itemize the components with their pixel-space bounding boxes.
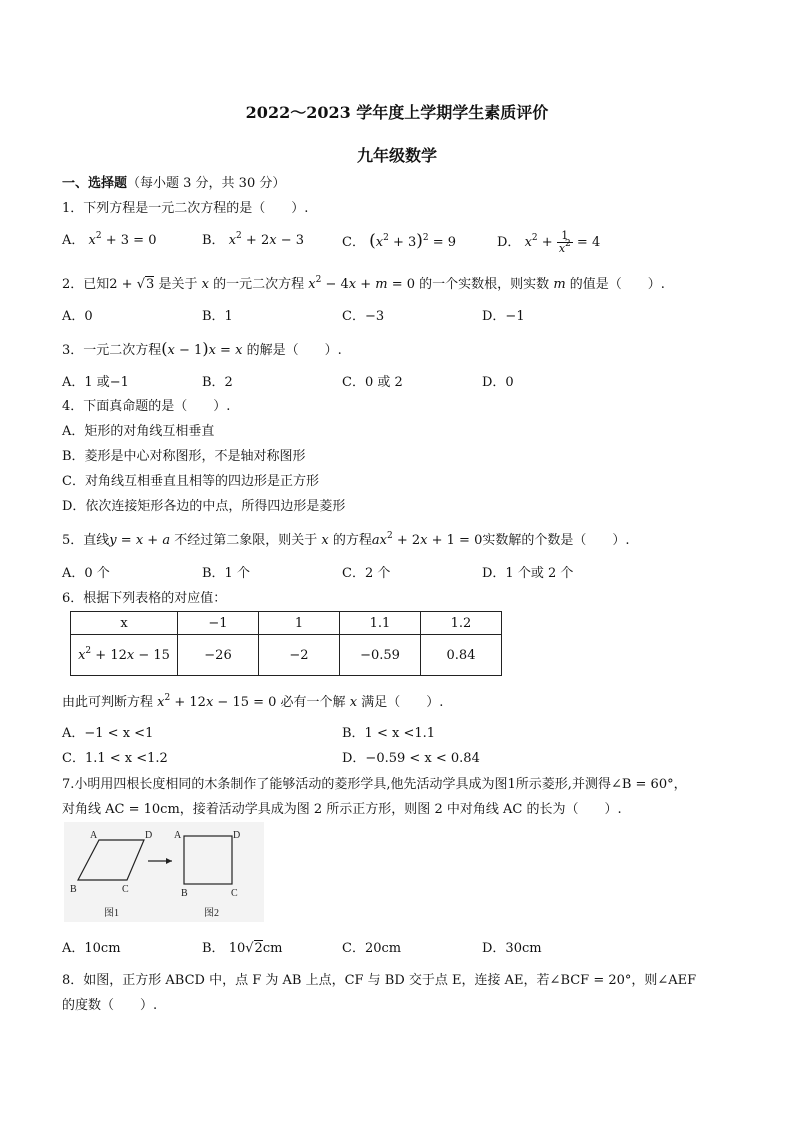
q2-text: 的值是（ ）.: [569, 277, 665, 292]
q5-text: 实数解的个数是（ ）.: [482, 533, 630, 548]
q1-option-b: B． $x^2 + 2x - 3$: [202, 231, 304, 248]
label-a: A: [174, 830, 182, 841]
q6-text: 满足（ ）.: [361, 695, 444, 710]
option-label: A．: [62, 233, 85, 248]
option-radicand: 2: [254, 941, 263, 956]
table-cell: −0.59: [340, 635, 421, 676]
table-cell: −2: [259, 635, 340, 676]
q5-option-a: A．0 个: [62, 566, 110, 581]
q1-option-a: A． $x^2 + 3 = 0$: [62, 231, 157, 248]
caption-fig2: 图2: [204, 908, 219, 919]
q2-text: 的一个实数根，则实数: [419, 277, 550, 292]
q6-text: 由此可判断方程: [62, 695, 154, 710]
q4-option-a: A．矩形的对角线互相垂直: [62, 424, 215, 439]
q3-option-a: A．1 或−1: [62, 375, 129, 390]
table-row: [71, 635, 502, 676]
question-3-stem: 3．一元二次方程(x − 1)x = x 的解是（ ）.: [62, 339, 342, 358]
label-d: D: [145, 830, 153, 841]
values-table: [70, 611, 502, 676]
option-label: B．: [202, 233, 225, 248]
caption-fig1: 图1: [104, 908, 119, 919]
question-5-stem: 5．直线y = x + a 不经过第二象限，则关于 x 的方程$ax^2 + 2x + 1 = 0$实数解的个数是（ ）.: [62, 531, 630, 548]
page-subtitle: 九年级数学: [356, 146, 437, 165]
q5-option-b: B．1 个: [202, 566, 250, 581]
q2-option-c: C．−3: [342, 309, 385, 324]
q4-option-c: C．对角线互相垂直且相等的四边形是正方形: [62, 474, 319, 489]
question-6-stem: 6．根据下列表格的对应值：: [62, 591, 227, 606]
q7-option-a: A．10cm: [62, 941, 121, 956]
option-label: D．: [497, 235, 521, 250]
q3-text: 3．一元二次方程: [62, 343, 162, 358]
option-label: C．: [342, 235, 365, 250]
question-7-line1: 7.小明用四根长度相同的木条制作了能够活动的菱形学具,他先活动学具成为图1所示菱形,并测得∠B = 60°，: [62, 777, 687, 792]
rhombus-square-figure: [64, 822, 264, 922]
q2-text: 是关于: [158, 277, 198, 292]
q5-option-c: C．2 个: [342, 566, 391, 581]
option-value: 10: [228, 941, 246, 956]
q3-text: 的解是（ ）.: [246, 343, 342, 358]
q2-option-d: D．−1: [482, 309, 525, 324]
question-2-stem: 2．已知2 + √3 是关于 x 的一元二次方程 $x^2 - 4x + m = 0$ 的一个实数根，则实数 m 的值是（ ）.: [62, 275, 665, 292]
table-cell: 1.2: [421, 612, 502, 635]
q7-option-c: C．20cm: [342, 941, 402, 956]
label-c: C: [231, 888, 238, 899]
table-cell: −1: [178, 612, 259, 635]
q3-option-d: D．0: [482, 375, 514, 390]
question-1-stem: 1．下列方程是一元二次方程的是（ ）.: [62, 201, 309, 216]
q5-text: 的方程: [332, 533, 372, 548]
q2-option-b: B．1: [202, 309, 233, 324]
question-8-line1: 8．如图，正方形 ABCD 中，点 F 为 AB 上点，CF 与 BD 交于点 E，连接 AE，若∠BCF = 20°，则∠AEF: [62, 973, 697, 988]
q2-option-a: A．0: [62, 309, 93, 324]
q7-option-d: D．30cm: [482, 941, 542, 956]
q2-text: 2．已知: [62, 277, 110, 292]
q3-option-b: B．2: [202, 375, 233, 390]
q5-text: 不经过第二象限，则关于: [174, 533, 318, 548]
option-label: B．: [202, 941, 225, 956]
q3-option-c: C．0 或 2: [342, 375, 403, 390]
q6-option-a: A．−1 < x <1: [62, 726, 154, 741]
q4-option-d: D．依次连接矩形各边的中点，所得四边形是菱形: [62, 499, 346, 514]
q6-conclusion: 由此可判断方程 $x^2 + 12x - 15 = 0$ 必有一个解 x 满足（ ）.: [62, 693, 444, 710]
question-7-line2: 对角线 AC = 10cm，接着活动学具成为图 2 所示正方形，则图 2 中对角线 AC 的长为（ ）.: [62, 802, 622, 817]
table-cell: 0.84: [421, 635, 502, 676]
q5-text: 5．直线: [62, 533, 110, 548]
q6-option-c: C．1.1 < x <1.2: [62, 751, 168, 766]
q4-option-b: B．菱形是中心对称图形，不是轴对称图形: [62, 449, 306, 464]
table-cell: x: [71, 612, 178, 635]
section-title: 一、选择题: [62, 176, 128, 191]
table-cell: 1: [259, 612, 340, 635]
label-b: B: [181, 888, 188, 899]
option-unit: cm: [262, 941, 283, 956]
question-4-stem: 4．下面真命题的是（ ）.: [62, 399, 231, 414]
section-heading: [62, 175, 285, 193]
section-note: （每小题 3 分，共 30 分）: [127, 176, 286, 191]
table-cell: 1.1: [340, 612, 421, 635]
label-d: D: [233, 830, 241, 841]
label-c: C: [122, 884, 129, 895]
q5-option-d: D．1 个或 2 个: [482, 566, 574, 581]
q1-option-d: D． $x^2$ + $\frac{1}{x^2}$ = 4: [497, 229, 601, 255]
q1-option-c: C． $(x^2 + 3)^2 = 9$: [342, 231, 457, 251]
label-b: B: [70, 884, 77, 895]
q6-text: 必有一个解: [280, 695, 346, 710]
label-a: A: [90, 830, 98, 841]
table-cell-expression: $x^2 + 12x - 15$: [71, 635, 178, 676]
table-row: [71, 612, 502, 635]
page-title: 2022～2023 学年度上学期学生素质评价: [245, 103, 549, 122]
q2-text: 的一元二次方程: [213, 277, 305, 292]
q6-option-b: B．1 < x <1.1: [342, 726, 436, 741]
question-8-line2: 的度数（ ）.: [62, 998, 158, 1013]
table-cell: −26: [178, 635, 259, 676]
q6-option-d: D．−0.59 < x < 0.84: [342, 751, 480, 766]
q7-option-b: B． 10√2cm: [202, 941, 283, 956]
